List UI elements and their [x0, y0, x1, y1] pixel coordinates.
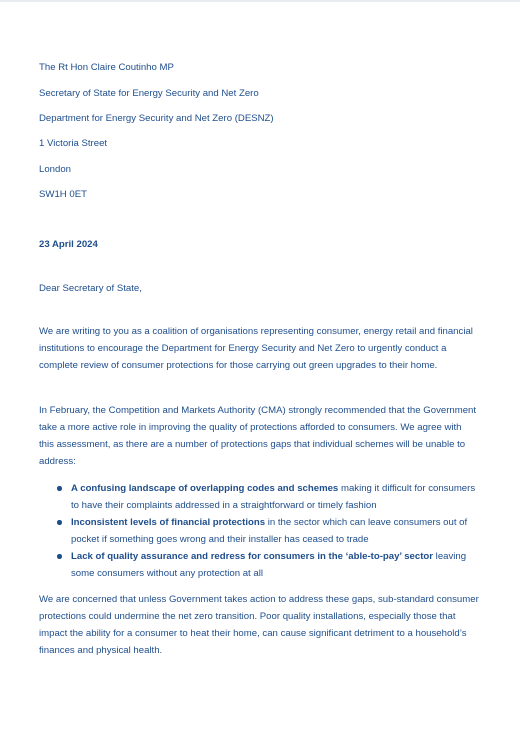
page-top-border	[0, 0, 520, 2]
recipient-postcode: SW1H 0ET	[39, 189, 87, 200]
bullet-heading: A confusing landscape of overlapping codes and schemes	[71, 483, 339, 494]
recipient-name: The Rt Hon Claire Coutinho MP	[39, 62, 174, 73]
bullet-point-icon	[57, 486, 62, 491]
letter-date: 23 April 2024	[39, 239, 98, 250]
list-item	[39, 514, 479, 548]
bullet-point-icon	[57, 520, 62, 525]
bullet-text: leaving some consumers without any protection at all	[71, 551, 467, 579]
list-item	[39, 480, 479, 514]
recipient-city: London	[39, 164, 72, 175]
list-item	[39, 548, 479, 582]
paragraph-concern: We are concerned that unless Government takes action to address these gaps, sub-standard consumer protections could undermine the net zero transition. Poor quality installations, especially those that impact the ability for a consumer to heat their home, can cause significant detriment to a household’s finances and physical health.	[39, 594, 479, 656]
salutation: Dear Secretary of State,	[39, 283, 142, 294]
bullet-text: making it difficult for consumers to have their complaints addressed in a straightforward or timely fashion	[71, 483, 476, 511]
paragraph-intro: We are writing to you as a coalition of organisations representing consumer, energy retail and financial institutions to encourage the Department for Energy Security and Net Zero to urgently conduct a complete review of consumer protections for those carrying out green upgrades to their home.	[39, 326, 473, 371]
bullet-text: in the sector which can leave consumers out of pocket if something goes wrong and their installer has ceased to trade	[71, 517, 468, 545]
recipient-department: Department for Energy Security and Net Zero (DESNZ)	[39, 113, 274, 124]
bullet-heading: Inconsistent levels of financial protections	[71, 517, 266, 528]
paragraph-cma: In February, the Competition and Markets Authority (CMA) strongly recommended that the Government take a more active role in improving the quality of protections afforded to consumers. We agree with this assessment, as there are a number of protections gaps that individual schemes will be unable to address:	[39, 405, 477, 467]
bullet-heading: Lack of quality assurance and redress for consumers in the ‘able-to-pay’ sector	[71, 551, 434, 562]
protection-gaps-list	[39, 480, 479, 582]
recipient-street: 1 Victoria Street	[39, 138, 108, 149]
recipient-title: Secretary of State for Energy Security and Net Zero	[39, 88, 259, 99]
bullet-point-icon	[57, 554, 62, 559]
